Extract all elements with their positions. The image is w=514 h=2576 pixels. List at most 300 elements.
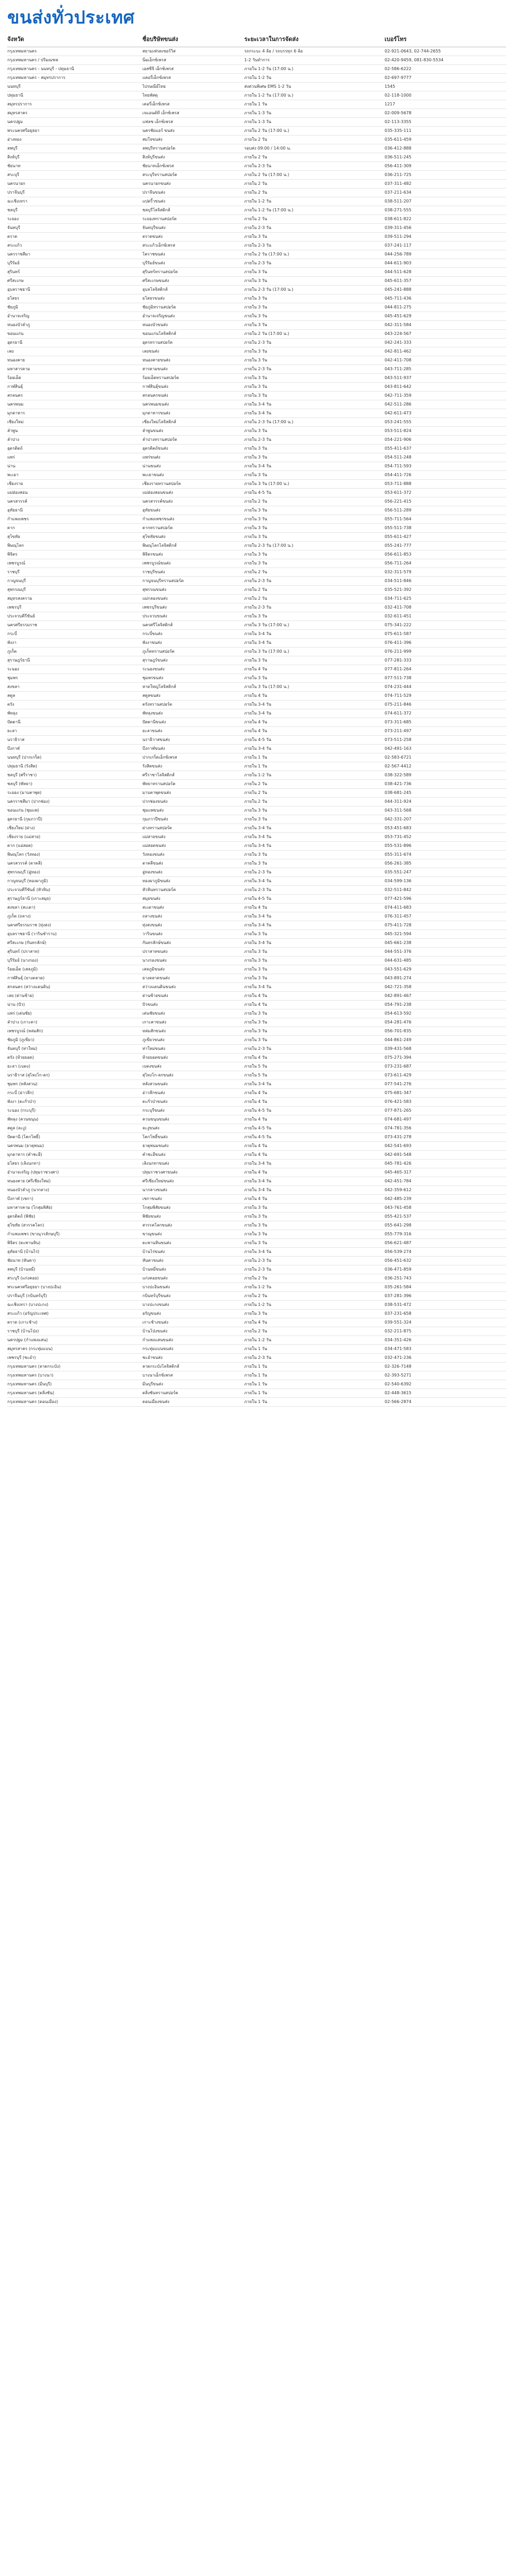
cell-province: สิงห์บุรี: [7, 155, 20, 159]
table-row: [7, 648, 506, 656]
cell-delivery-time: ภายใน 3-4 วัน: [244, 1082, 271, 1086]
cell-company: ละงูขนส่ง: [142, 1126, 160, 1130]
cell-phone: 056-701-835: [385, 1029, 412, 1033]
cell-company: กุมภวาปีขนส่ง: [142, 817, 168, 821]
cell-phone: 032-511-842: [385, 887, 412, 892]
cell-company: ยางตลาดขนส่ง: [142, 976, 170, 980]
cell-company: สะเดาขนส่ง: [142, 905, 164, 910]
cell-province: สงขลา: [7, 684, 20, 689]
cell-delivery-time: ภายใน 3 วัน: [244, 234, 267, 239]
table-row: [7, 639, 506, 648]
cell-province: ร้อยเอ็ด: [7, 375, 21, 380]
cell-company: เกาะคาขนส่ง: [142, 1020, 166, 1024]
cell-delivery-time: ภายใน 3 วัน: [244, 1037, 267, 1042]
cell-phone: 037-241-117: [385, 243, 412, 248]
cell-delivery-time: ภายใน 3-4 วัน: [244, 464, 271, 468]
cell-delivery-time: ภายใน 1-3 วัน: [244, 111, 271, 115]
cell-province: มหาสารคาม: [7, 367, 30, 371]
cell-delivery-time: ภายใน 1-2 วัน: [244, 75, 271, 80]
cell-delivery-time: ภายใน 2-3 วัน: [244, 1258, 271, 1263]
cell-phone: 02-583-6721: [385, 755, 412, 760]
cell-phone: 053-241-555: [385, 420, 412, 424]
table-row: [7, 842, 506, 851]
cell-company: ปทุมราชวงศาขนส่ง: [142, 1170, 178, 1175]
cell-phone: 034-511-846: [385, 578, 412, 583]
table-row: [7, 480, 506, 489]
cell-phone: 039-431-568: [385, 1046, 412, 1051]
cell-delivery-time: ภายใน 3 วัน: [244, 446, 267, 451]
table-row: [7, 74, 506, 83]
cell-province: ชลบุรี (พัทยา): [7, 781, 33, 786]
cell-company: เบตงขนส่ง: [142, 1064, 162, 1069]
cell-delivery-time: ภายใน 3 วัน: [244, 393, 267, 398]
table-row: [7, 188, 506, 197]
cell-delivery-time: ภายใน 3 วัน: [244, 949, 267, 954]
cell-company: พิชัยขนส่ง: [142, 1214, 161, 1219]
table-row: [7, 1107, 506, 1115]
table-row: [7, 939, 506, 948]
cell-province: นครพนม (ธาตุพนม): [7, 1143, 44, 1148]
cell-company: มุกดาหารขนส่ง: [142, 411, 170, 415]
cell-company: กาญจนบุรีทรานสปอร์ต: [142, 578, 184, 583]
cell-company: สุโขทัยขนส่ง: [142, 534, 166, 539]
cell-delivery-time: ภายใน 3 วัน (17:00 น.): [244, 481, 289, 486]
cell-phone: 055-611-427: [385, 534, 412, 539]
cell-province: ขอนแก่น (ชุมแพ): [7, 808, 39, 813]
cell-delivery-time: ภายใน 4-5 วัน: [244, 490, 271, 495]
cell-province: ภูเก็ต (ถลาง): [7, 914, 31, 919]
cell-company: แม่สายขนส่ง: [142, 834, 166, 839]
cell-delivery-time: ภายใน 3 วัน: [244, 976, 267, 980]
cell-company: พังงาขนส่ง: [142, 640, 162, 645]
cell-phone: 044-256-789: [385, 252, 412, 257]
cell-province: ราชบุรี (บ้านโป่ง): [7, 1329, 39, 1333]
cell-province: ปทุมธานี: [7, 93, 23, 98]
cell-delivery-time: ภายใน 3 วัน: [244, 658, 267, 663]
cell-phone: 055-779-316: [385, 1232, 412, 1236]
cell-company: นิ่มเอ็กซ์เพรส: [142, 58, 166, 62]
cell-delivery-time: ภายใน 3-4 วัน: [244, 402, 271, 407]
cell-phone: 043-891-274: [385, 976, 412, 980]
table-row: [7, 762, 506, 771]
cell-company: ไทยพัสดุ: [142, 93, 158, 98]
cell-province: บุรีรัมย์: [7, 261, 20, 265]
table-row: [7, 180, 506, 188]
cell-phone: 053-611-372: [385, 490, 412, 495]
cell-delivery-time: ภายใน 3 วัน: [244, 384, 267, 389]
cell-company: ศรีราชาโลจิสติกส์: [142, 773, 175, 777]
table-row: [7, 1380, 506, 1389]
cell-phone: 02-118-1000: [385, 93, 412, 98]
table-row: [7, 1009, 506, 1018]
cell-province: ฉะเชิงเทรา (บางปะกง): [7, 1302, 48, 1307]
table-row: [7, 1354, 506, 1363]
cell-company: ปราสาทขนส่ง: [142, 949, 168, 954]
cell-phone: 077-871-265: [385, 1108, 412, 1113]
cell-company: ธาตุพนมขนส่ง: [142, 1143, 169, 1148]
cell-province: กาญจนบุรี (ทองผาภูมิ): [7, 879, 48, 883]
cell-delivery-time: ภายใน 2 วัน (17:00 น.): [244, 128, 289, 133]
cell-delivery-time: ภายใน 3 วัน: [244, 525, 267, 530]
cell-company: เลิงนกทาขนส่ง: [142, 1161, 169, 1166]
cell-company: สุรินทร์ทรานสปอร์ต: [142, 269, 178, 274]
cell-company: เสลภูมิขนส่ง: [142, 967, 165, 972]
cell-company: สระบุรีทรานสปอร์ต: [142, 172, 177, 177]
cell-company: สมใจขนส่ง: [142, 137, 163, 142]
cell-company: เพชรบุรีขนส่ง: [142, 605, 167, 610]
table-row: [7, 47, 506, 56]
cell-phone: 055-411-637: [385, 446, 412, 451]
cell-phone: 044-861-249: [385, 1037, 412, 1042]
cell-company: เชียงรายทรานสปอร์ต: [142, 481, 181, 486]
cell-delivery-time: ภายใน 3-4 วัน: [244, 411, 271, 415]
table-row: [7, 303, 506, 312]
table-row: [7, 727, 506, 736]
cell-company: บางนาเอ็กซ์เพรส: [142, 1373, 173, 1378]
cell-province: ยะลา (เบตง): [7, 1064, 31, 1069]
cell-delivery-time: ภายใน 2 วัน: [244, 190, 267, 195]
cell-phone: 034-351-426: [385, 1338, 412, 1342]
cell-phone: 076-421-583: [385, 1099, 412, 1104]
table-row: [7, 895, 506, 903]
table-row: [7, 250, 506, 259]
cell-delivery-time: ภายใน 2 วัน (17:00 น.): [244, 331, 289, 336]
cell-phone: 043-761-458: [385, 1205, 412, 1210]
cell-province: เพชรบุรี: [7, 605, 22, 610]
table-row: [7, 206, 506, 215]
table-row: [7, 1345, 506, 1354]
cell-province: ลพบุรี: [7, 146, 18, 151]
cell-province: กรุงเทพมหานคร - สมุทรปราการ: [7, 75, 65, 80]
cell-delivery-time: ภายใน 4-5 วัน: [244, 1126, 271, 1130]
table-row: [7, 418, 506, 427]
cell-province: หนองบัวลำภู (นากลาง): [7, 1188, 49, 1192]
cell-province: ระนอง: [7, 667, 19, 671]
cell-phone: 038-681-245: [385, 790, 412, 795]
cell-delivery-time: ภายใน 3 วัน: [244, 1011, 267, 1016]
cell-company: อู่ทองขนส่ง: [142, 870, 163, 874]
cell-company: สมุยขนส่ง: [142, 896, 161, 901]
cell-delivery-time: ภายใน 2 วัน: [244, 570, 267, 574]
cell-province: ระยอง (มาบตาพุด): [7, 790, 42, 795]
cell-phone: 02-921-0643, 02-744-2655: [385, 49, 441, 53]
cell-phone: 076-211-999: [385, 649, 412, 654]
header-company: ชื่อบริษัทขนส่ง: [142, 36, 178, 43]
cell-company: อ่าวลึกขนส่ง: [142, 1090, 165, 1095]
cell-province: เพชรบูรณ์ (หล่มสัก): [7, 1029, 43, 1033]
cell-phone: 042-411-708: [385, 358, 412, 362]
cell-delivery-time: ภายใน 3 วัน: [244, 375, 267, 380]
cell-company: ขาณุขนส่ง: [142, 1232, 162, 1236]
cell-company: หันคาขนส่ง: [142, 1258, 164, 1263]
cell-company: ไปรษณีย์ไทย: [142, 84, 166, 89]
table-row: [7, 1283, 506, 1292]
table-row: [7, 233, 506, 241]
cell-phone: 042-311-584: [385, 322, 412, 327]
cell-company: อุตรดิตถ์ขนส่ง: [142, 446, 168, 451]
cell-delivery-time: ภายใน 2 วัน: [244, 781, 267, 786]
cell-company: ปัตตานีขนส่ง: [142, 720, 166, 724]
cell-province: อุทัยธานี: [7, 508, 23, 512]
table-row: [7, 1327, 506, 1336]
cell-delivery-time: ภายใน 3-4 วัน: [244, 879, 271, 883]
table-row: [7, 550, 506, 559]
cell-delivery-time: ภายใน 2 วัน: [244, 1329, 267, 1333]
cell-phone: 035-521-392: [385, 587, 412, 592]
cell-company: เชียงใหม่โลจิสติกส์: [142, 420, 176, 424]
cell-company: ปากเกร็ดเอ็กซ์เพรส: [142, 755, 177, 760]
table-row: [7, 1230, 506, 1239]
cell-phone: 073-431-278: [385, 1135, 412, 1139]
cell-delivery-time: ภายใน 2-3 วัน: [244, 340, 271, 345]
cell-company: ควนขนุนขนส่ง: [142, 1117, 169, 1122]
cell-phone: 1545: [385, 84, 396, 89]
cell-company: เพชรบูรณ์ขนส่ง: [142, 561, 171, 565]
table-row: [7, 568, 506, 577]
cell-phone: 054-221-906: [385, 437, 412, 442]
table-row: [7, 1389, 506, 1398]
cell-province: ขอนแก่น: [7, 331, 24, 336]
cell-company: สุไหงโก-ลกขนส่ง: [142, 1073, 174, 1077]
cell-company: สารคามขนส่ง: [142, 367, 168, 371]
cell-province: อุตรดิตถ์: [7, 446, 23, 451]
table-row: [7, 153, 506, 162]
cell-phone: 034-711-625: [385, 596, 412, 601]
table-row: [7, 1124, 506, 1133]
cell-province: กรุงเทพมหานคร (มีนบุรี): [7, 1382, 52, 1386]
table-row: [7, 886, 506, 895]
table-row: [7, 1398, 506, 1407]
cell-province: นนทบุรี: [7, 84, 21, 89]
cell-company: วังทองขนส่ง: [142, 852, 165, 857]
cell-phone: 042-611-473: [385, 411, 412, 415]
cell-phone: 056-511-289: [385, 508, 412, 512]
cell-company: ประจวบขนส่ง: [142, 614, 167, 618]
cell-phone: 073-311-685: [385, 720, 412, 724]
cell-company: ตรังทรานสปอร์ต: [142, 702, 173, 707]
cell-province: ลำปาง: [7, 437, 19, 442]
cell-delivery-time: ภายใน 3 วัน: [244, 1029, 267, 1033]
cell-phone: 038-271-555: [385, 208, 412, 212]
cell-province: นครปฐม (กำแพงแสน): [7, 1338, 48, 1342]
cell-phone: 045-451-629: [385, 314, 412, 318]
cell-province: กาฬสินธุ์ (ยางตลาด): [7, 976, 45, 980]
cell-phone: 056-411-309: [385, 164, 412, 168]
table-row: [7, 753, 506, 762]
cell-province: สุราษฎร์ธานี (เกาะสมุย): [7, 896, 51, 901]
cell-company: กระบี่ขนส่ง: [142, 631, 163, 636]
table-row: [7, 595, 506, 603]
cell-delivery-time: ภายใน 5 วัน: [244, 1064, 267, 1069]
cell-company: วารินขนส่ง: [142, 932, 163, 936]
cell-company: บึงกาฬขนส่ง: [142, 746, 165, 751]
cell-phone: 02-697-9777: [385, 75, 412, 80]
table-row: [7, 224, 506, 233]
cell-phone: 042-691-548: [385, 1152, 412, 1157]
table-row: [7, 268, 506, 277]
cell-province: กาฬสินธุ์: [7, 384, 23, 389]
table-row: [7, 277, 506, 286]
cell-province: ประจวบคีรีขันธ์ (หัวหิน): [7, 887, 50, 892]
cell-delivery-time: ภายใน 3 วัน: [244, 358, 267, 362]
table-row: [7, 1115, 506, 1124]
table-row: [7, 1195, 506, 1204]
cell-delivery-time: ภายใน 4 วัน: [244, 993, 267, 998]
table-row: [7, 1045, 506, 1054]
cell-province: สุราษฎร์ธานี: [7, 658, 30, 663]
cell-company: ชัยนาทเอ็กซ์เพรส: [142, 164, 174, 168]
cell-company: มาบตาพุดขนส่ง: [142, 790, 171, 795]
cell-phone: 055-241-777: [385, 543, 412, 548]
table-row: [7, 489, 506, 497]
cell-province: หนองคาย (ศรีเชียงใหม่): [7, 1179, 51, 1183]
table-row: [7, 674, 506, 683]
cell-province: ร้อยเอ็ด (เสลภูมิ): [7, 967, 38, 972]
table-row: [7, 612, 506, 621]
cell-phone: 055-641-298: [385, 1223, 412, 1228]
cell-delivery-time: ภายใน 2-3 วัน: [244, 578, 271, 583]
cell-province: สุพรรณบุรี (อู่ทอง): [7, 870, 41, 874]
cell-delivery-time: ภายใน 1 วัน: [244, 1382, 267, 1386]
cell-company: ชุมแพขนส่ง: [142, 808, 164, 813]
cell-company: ห้วยยอดขนส่ง: [142, 1055, 168, 1060]
cell-province: แม่ฮ่องสอน: [7, 490, 28, 495]
cell-company: ราชบุรีขนส่ง: [142, 570, 165, 574]
cell-delivery-time: ภายใน 3 วัน: [244, 932, 267, 936]
table-row: [7, 798, 506, 806]
table-header: [7, 34, 506, 47]
cell-company: บ้านหมี่ขนส่ง: [142, 1267, 166, 1272]
cell-phone: 042-331-207: [385, 817, 412, 821]
cell-phone: 056-611-853: [385, 552, 412, 557]
cell-company: ท่าใหม่ขนส่ง: [142, 1046, 165, 1051]
table-row: [7, 127, 506, 136]
cell-phone: 02-113-3355: [385, 119, 412, 124]
table-row: [7, 709, 506, 718]
cell-company: สยามเฟรตเซอร์วิส: [142, 49, 176, 53]
table-row: [7, 1274, 506, 1283]
cell-province: สระแก้ว (อรัญประเทศ): [7, 1311, 49, 1316]
table-row: [7, 83, 506, 91]
table-row: [7, 992, 506, 1001]
table-row: [7, 241, 506, 250]
cell-delivery-time: ภายใน 3-4 วัน: [244, 923, 271, 927]
cell-company: ตราดขนส่ง: [142, 234, 163, 239]
cell-company: หัวหินทรานสปอร์ต: [142, 887, 176, 892]
cell-phone: 037-281-396: [385, 1293, 412, 1298]
table-row: [7, 559, 506, 568]
cell-phone: 043-311-568: [385, 808, 412, 813]
table-row: [7, 1257, 506, 1265]
cell-delivery-time: ภายใน 3 วัน: [244, 322, 267, 327]
cell-phone: 055-311-674: [385, 852, 412, 857]
cell-province: ลำปาง (เกาะคา): [7, 1020, 37, 1024]
cell-province: ยโสธร (เลิงนกทา): [7, 1161, 41, 1166]
cell-delivery-time: ภายใน 2-3 วัน: [244, 164, 271, 168]
cell-province: ตราด (เกาะช้าง): [7, 1320, 38, 1325]
cell-delivery-time: ภายใน 1-2 วัน (17:00 น.): [244, 66, 294, 71]
cell-province: ตาก: [7, 525, 15, 530]
cell-delivery-time: ภายใน 2 วัน: [244, 596, 267, 601]
cell-province: พิษณุโลก (วังทอง): [7, 852, 41, 857]
cell-province: นครนายก: [7, 181, 25, 186]
cell-phone: 077-281-333: [385, 658, 412, 663]
table-row: [7, 771, 506, 780]
table-row: [7, 1310, 506, 1318]
cell-phone: 042-811-462: [385, 349, 412, 354]
cell-phone: 042-711-359: [385, 393, 412, 398]
cell-company: ระนองขนส่ง: [142, 667, 165, 671]
cell-delivery-time: ภายใน 3 วัน: [244, 1232, 267, 1236]
cell-province: บึงกาฬ: [7, 746, 20, 751]
table-row: [7, 1098, 506, 1107]
header-delivery-time: ระยะเวลาในการจัดส่ง: [244, 36, 299, 43]
cell-phone: 036-471-859: [385, 1267, 412, 1272]
table-row: [7, 912, 506, 921]
table-row: [7, 365, 506, 374]
cell-province: สกลนคร: [7, 393, 23, 398]
cell-company: ภูเก็ตทรานสปอร์ต: [142, 649, 175, 654]
cell-delivery-time: ภายใน 3 วัน: [244, 517, 267, 521]
table-row: [7, 665, 506, 674]
cell-province: นนทบุรี (ปากเกร็ด): [7, 755, 42, 760]
table-row: [7, 524, 506, 533]
cell-delivery-time: ภายใน 3 วัน: [244, 1223, 267, 1228]
cell-company: ลำปางทรานสปอร์ต: [142, 437, 177, 442]
cell-company: ตะกั่วป่าขนส่ง: [142, 1099, 168, 1104]
cell-phone: 044-631-485: [385, 958, 412, 963]
table-row: [7, 56, 506, 65]
cell-phone: 037-231-658: [385, 1311, 412, 1316]
cell-province: อุทัยธานี (บ้านไร่): [7, 1249, 39, 1254]
cell-province: นครพนม: [7, 402, 24, 407]
cell-province: สมุทรปราการ: [7, 102, 32, 106]
cell-phone: 044-611-903: [385, 261, 412, 265]
table-row: [7, 1265, 506, 1274]
cell-province: ชุมพร (หลังสวน): [7, 1082, 37, 1086]
table-row: [7, 859, 506, 868]
cell-phone: 074-711-529: [385, 693, 412, 698]
cell-phone: 042-491-163: [385, 746, 412, 751]
cell-phone: 037-211-634: [385, 190, 412, 195]
cell-province: สตูล: [7, 693, 15, 698]
table-row: [7, 1089, 506, 1098]
cell-delivery-time: ภายใน 2-3 วัน: [244, 870, 271, 874]
cell-delivery-time: ภายใน 1 วัน: [244, 764, 267, 768]
cell-delivery-time: ภายใน 3 วัน: [244, 269, 267, 274]
cell-province: สุรินทร์: [7, 269, 20, 274]
table-row: [7, 533, 506, 542]
cell-delivery-time: ภายใน 4-5 วัน: [244, 896, 271, 901]
cell-province: สุโขทัย (สวรรคโลก): [7, 1223, 44, 1228]
cell-province: บุรีรัมย์ (นางรอง): [7, 958, 38, 963]
cell-phone: 032-211-875: [385, 1329, 412, 1333]
cell-phone: 045-611-357: [385, 278, 412, 283]
cell-company: ภูเขียวขนส่ง: [142, 1037, 165, 1042]
cell-company: ทุ่งสงขนส่ง: [142, 923, 162, 927]
cell-province: อุตรดิตถ์ (พิชัย): [7, 1214, 35, 1219]
cell-phone: 075-271-394: [385, 1055, 412, 1060]
cell-phone: 042-359-612: [385, 1188, 412, 1192]
cell-company: พัทลุงขนส่ง: [142, 711, 163, 716]
table-row: [7, 603, 506, 612]
cell-delivery-time: ภายใน 2 วัน: [244, 217, 267, 221]
cell-province: กรุงเทพมหานคร / ปริมณฑล: [7, 58, 58, 62]
cell-phone: 032-611-451: [385, 614, 412, 618]
cell-phone: 02-326-7148: [385, 1364, 412, 1369]
cell-delivery-time: ภายใน 4 วัน: [244, 1099, 267, 1104]
cell-province: ฉะเชิงเทรา: [7, 199, 28, 204]
